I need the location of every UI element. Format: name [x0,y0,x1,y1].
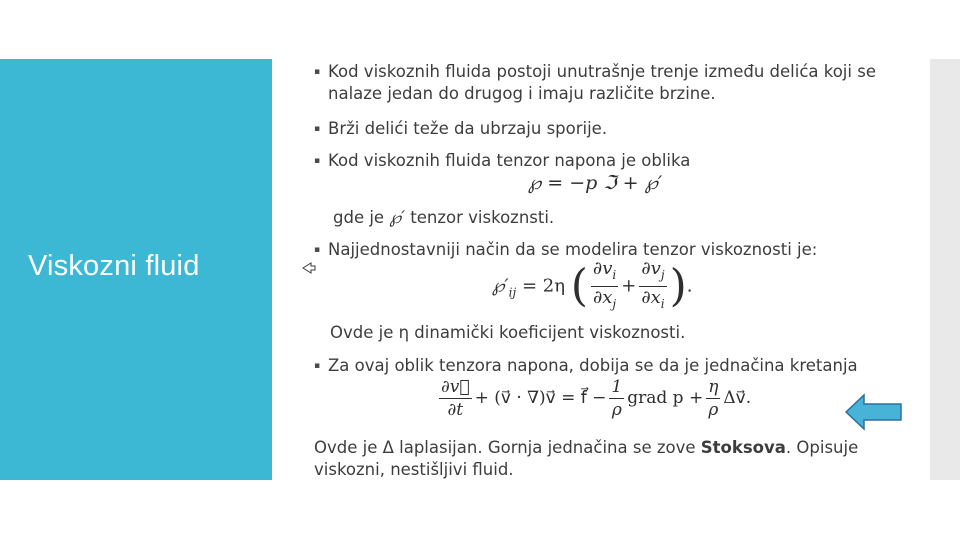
bullet-arrow-icon [302,262,316,277]
viscous-plus: + [621,275,637,297]
frac1-den: ∂x [592,287,613,308]
slide-title: Viskozni fluid [28,250,200,282]
closing-post: . Opisuje [785,438,859,457]
fraction-dvj-dxi [639,258,666,315]
ns-middle: + (v⃗ · ∇)v⃗ = f⃗ − [474,388,607,408]
frac1-num: ∂v [592,258,613,279]
viscous-equals: = 2η [521,275,565,297]
viscous-lhs: ℘′ [492,275,509,297]
ns-fraction-eta-rho [706,376,720,421]
ns-frac1-num: ∂v⃗ [441,377,470,397]
bullet-1-line1: Kod viskoznih fluida postoji unutrašnje trenje između delića koji se [328,62,876,81]
viscous-period: . [686,275,693,297]
frac1-num-sub: i [612,268,617,282]
bullet-marker: ▪ [314,156,321,166]
bullet-marker: ▪ [314,361,321,371]
right-paren: ) [669,260,687,312]
ns-frac2-den: ρ [611,400,622,420]
ns-tail: Δv⃗. [723,388,752,408]
fraction-dvi-dxj [591,258,618,315]
right-scroll-strip [930,59,960,480]
ns-frac1-den: ∂t [447,400,464,420]
closing-line-1 [314,437,858,459]
bullet-3-note [333,207,554,229]
ns-grad: grad p + [627,388,704,408]
bullet-3: Kod viskoznih fluida tenzor napona je oblika [328,151,691,170]
stress-tensor-equation: ℘ = −p ℑ + ℘′ [528,172,663,194]
bullet-2: Brži delići teže da ubrzaju sporije. [328,119,608,138]
frac1-den-sub: j [612,297,617,311]
closing-bold: Stoksova [700,438,786,457]
left-paren: ( [570,260,588,312]
closing-pre: Ovde je Δ laplasijan. Gornja jednačina se zove [314,438,701,457]
bullet-marker: ▪ [314,245,321,255]
ns-frac3-den: ρ [708,400,719,420]
bullet-3-note-pre: gde je [333,208,390,227]
ns-frac3-num: η [708,377,719,397]
bullet-4: Najjednostavniji način da se modelira tenzor viskoznosti je: [328,240,818,259]
bullet-3-note-post: tenzor viskoznsti. [405,208,555,227]
bullet-marker: ▪ [314,124,321,134]
back-arrow-icon [844,393,904,431]
frac2-num: ∂v [641,258,661,279]
viscous-tensor-equation [492,258,693,315]
viscous-lhs-sub: ij [508,285,517,300]
bullet-marker: ▪ [314,67,321,77]
viscous-tensor-symbol: ℘′ [389,208,406,228]
bullet-4-note: Ovde je η dinamički koeficijent viskoznosti. [330,323,686,342]
back-arrow-button[interactable] [844,393,904,431]
ns-frac2-num: 1 [611,377,623,397]
frac2-den-sub: i [660,297,665,311]
ns-fraction-dv-dt [439,376,472,421]
closing-line-2: viskozni, nestišljivi fluid. [314,460,514,479]
navier-stokes-equation [436,376,751,421]
ns-fraction-1-rho [609,376,624,421]
bullet-5: Za ovaj oblik tenzora napona, dobija se da je jednačina kretanja [328,356,858,375]
frac2-den: ∂x [641,287,661,308]
frac2-num-sub: j [660,268,665,282]
bullet-1-line2: nalaze jedan do drugog i imaju različite brzine. [328,84,716,103]
